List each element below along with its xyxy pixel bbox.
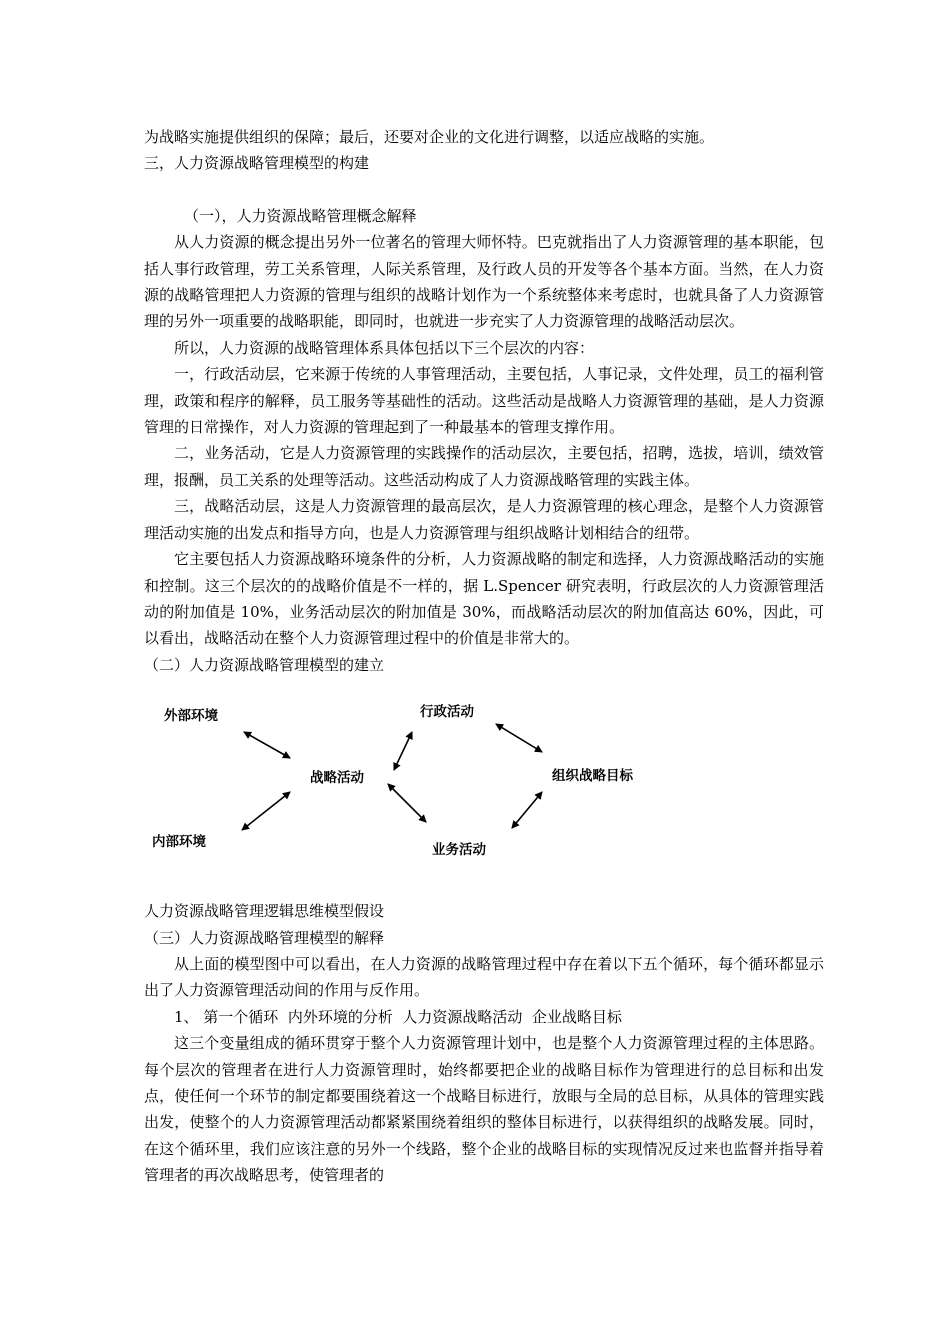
node-strategy-activity: 战略活动 [310, 770, 364, 787]
subsection-heading-1: （一），人力资源战略管理概念解释 [184, 206, 417, 225]
diagram-caption: 人力资源战略管理逻辑思维模型假设 [144, 902, 385, 921]
paragraph-7: 它主要包括人力资源战略环境条件的分析，人力资源战略的制定和选择，人力资源战略活动的实施和控制。这三个层次的的战略价值是不一样的，据 L.Spencer 研究表明，行政层次的人力资源管理活动的附加值是 10%，业务活动层次的附加值是 30%，而战略活动层次的附加值高达 60%，因此，可以看出，战略活动在整个人力资源管理过程中的价值是非常大的。 [144, 550, 824, 648]
node-internal-environment: 内部环境 [152, 834, 206, 851]
hr-strategy-model-diagram [144, 682, 824, 892]
arrow-external-strategy [244, 732, 290, 758]
arrow-business-goal [512, 792, 542, 828]
paragraph-1: 为战略实施提供组织的保障；最后，还要对企业的文化进行调整，以适应战略的实施。 [144, 128, 715, 146]
arrow-strategy-admin [394, 732, 412, 770]
subsection-heading-2: （二）人力资源战略管理模型的建立 [144, 655, 385, 674]
paragraph-3: 所以，人力资源的战略管理体系具体包括以下三个层次的内容： [174, 338, 595, 357]
node-org-strategy-goal: 组织战略目标 [552, 768, 633, 785]
diagram-arrows [144, 682, 824, 892]
paragraph-4: 一，行政活动层，它来源于传统的人事管理活动，主要包括，人事记录，文件处理，员工的福利管理，政策和程序的解释，员工服务等基础性的活动。这些活动是战略人力资源管理的基础，是人力资源管理的日常操作，对人力资源的管理起到了一种最基本的管理支撑作用。 [144, 365, 824, 437]
arrow-strategy-business [388, 784, 426, 822]
node-external-environment: 外部环境 [164, 708, 218, 725]
arrow-internal-strategy [242, 792, 290, 830]
node-admin-activity: 行政活动 [420, 704, 474, 721]
paragraph-9: 1、 第一个循环 内外环境的分析 人力资源战略活动 企业战略目标 [174, 1007, 622, 1026]
paragraph-8: 从上面的模型图中可以看出，在人力资源的战略管理过程中存在着以下五个循环，每个循环都显示出了人力资源管理活动间的作用与反作用。 [144, 954, 824, 1000]
arrow-admin-goal [496, 724, 542, 752]
subsection-heading-3: （三）人力资源战略管理模型的解释 [144, 928, 385, 947]
paragraph-2: 从人力资源的概念提出另外一位著名的管理大师怀特。巴克就指出了人力资源管理的基本职能，包括人事行政管理，劳工关系管理，人际关系管理，及行政人员的开发等各个基本方面。当然，在人力资源的战略管理把人力资源的管理与组织的战略计划作为一个系统整体来考虑时，也就具备了人力资源管理的另外一项重要的战略职能，即同时，也就进一步充实了人力资源管理的战略活动层次。 [144, 233, 824, 331]
paragraph-10: 这三个变量组成的循环贯穿于整个人力资源管理计划中，也是整个人力资源管理过程的主体思路。每个层次的管理者在进行人力资源管理时，始终都要把企业的战略目标作为管理进行的总目标和出发点，使任何一个环节的制定都要围绕着这一个战略目标进行，放眼与全局的总目标，从具体的管理实践出发，使整个的人力资源管理活动都紧紧围绕着组织的整体目标进行，以获得组织的战略发展。同时，在这个循环里，我们应该注意的另外一个线路，整个企业的战略目标的实现情况反过来也监督并指导着管理者的再次战略思考，使管理者的 [144, 1034, 824, 1185]
section-heading-3: 三，人力资源战略管理模型的构建 [144, 154, 370, 173]
node-business-activity: 业务活动 [432, 842, 486, 859]
document-body [144, 124, 824, 1189]
paragraph-6: 三，战略活动层，这是人力资源管理的最高层次，是人力资源管理的核心理念，是整个人力资源管理活动实施的出发点和指导方向，也是人力资源管理与组织战略计划相结合的纽带。 [144, 497, 824, 542]
paragraph-5: 二，业务活动，它是人力资源管理的实践操作的活动层次，主要包括，招聘，选拔，培训，绩效管理，报酬，员工关系的处理等活动。这些活动构成了人力资源战略管理的实践主体。 [144, 444, 824, 489]
blank-line [144, 177, 824, 203]
